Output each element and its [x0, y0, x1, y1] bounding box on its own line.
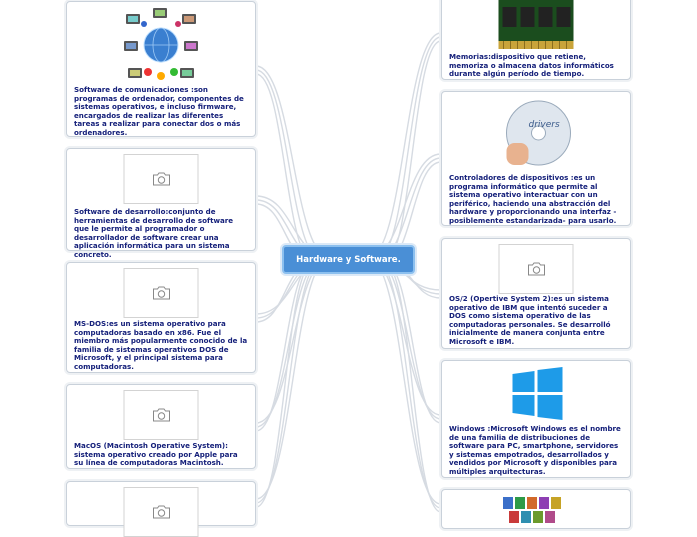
node-software-desarrollo[interactable] — [66, 148, 256, 259]
connector-right — [368, 33, 441, 258]
connector-left — [256, 66, 330, 258]
node-text: MS-DOS:es un sistema operativo para computadoras basado en x86. Fue el miembro más popularmente conocido de la familia de sistemas operativos DOS de Microsoft, y el principal sistema para computadoras. — [74, 319, 248, 371]
connector-left — [256, 260, 322, 503]
node-ms-dos[interactable] — [66, 262, 256, 373]
node-os2[interactable] — [441, 238, 631, 349]
connector-right — [384, 262, 441, 512]
central-topic[interactable] — [282, 245, 415, 274]
connector-right — [368, 258, 441, 504]
windows-logo-image — [499, 366, 574, 421]
node-text: OS/2 (Opertive System 2):es un sistema operativo de IBM que intentó suceder a DOS como sistema operativo de las computadoras personales. Se desarrolló inicialmente de manera conjunta entre Microsoft e IBM. — [449, 294, 611, 346]
memory-module-image — [499, 0, 574, 49]
node-text: Controladores de dispositivos :es un programa informático que permite al sistema operativo interactuar con un periférico, haciendo una abstracción del hardware y proporcionando una interfaz -posiblemente estandarizada- para usarlo. — [449, 173, 617, 225]
node-right-bottom[interactable] — [441, 489, 631, 529]
image-placeholder — [124, 487, 199, 537]
image-placeholder — [124, 154, 199, 204]
connector-right — [384, 41, 441, 262]
camera-icon — [151, 285, 171, 301]
camera-icon — [526, 261, 546, 277]
office-icons-image — [501, 495, 571, 525]
node-text: Software de desarrollo:conjunto de herramientas de desarrollo de software que le permite al programador o desarrollador de software crear una aplicación informática para un sistema concreto. — [74, 207, 234, 259]
image-placeholder — [124, 390, 199, 440]
image-placeholder — [499, 244, 574, 294]
node-software-comunicaciones[interactable] — [66, 1, 256, 137]
network-globe-computers-image — [122, 6, 200, 84]
node-controladores[interactable] — [441, 91, 631, 226]
drivers-cd-image — [499, 97, 574, 171]
connector-left — [256, 258, 330, 499]
node-text: MacOS (Macintosh Operative System): sistema operativo creado por Apple para su línea de computadoras Macintosh. — [74, 441, 238, 467]
node-macos[interactable] — [66, 384, 256, 469]
connector-right — [368, 154, 441, 258]
camera-icon — [151, 504, 171, 520]
connector-left — [256, 262, 314, 507]
node-text: Software de comunicaciones :son programas de ordenador, componentes de sistemas operativos, e incluso firmware, encargados de realizar las diferentes tareas a realizar para conectar dos o más ordenadores. — [74, 85, 244, 137]
connector-left — [256, 70, 322, 260]
svg-text:drivers: drivers — [528, 120, 560, 130]
node-left-bottom[interactable] — [66, 481, 256, 526]
central-topic-label: Hardware y Software. — [296, 254, 401, 265]
connector-right — [368, 258, 441, 415]
camera-icon — [151, 171, 171, 187]
node-text: Windows :Microsoft Windows es el nombre de una familia de distribuciones de software para PC, smartphone, servidores y sistemas empotrados, desarrollados y vendidos por Microsoft y disponibles para múltiples arquitecturas. — [449, 424, 621, 476]
node-memorias[interactable] — [441, 0, 631, 80]
node-windows[interactable] — [441, 360, 631, 478]
connector-right — [376, 260, 441, 508]
node-text: Memorias:dispositivo que retiene, memoriza o almacena datos informáticos durante algún período de tiempo. — [449, 52, 614, 78]
image-placeholder — [124, 268, 199, 318]
camera-icon — [151, 407, 171, 423]
